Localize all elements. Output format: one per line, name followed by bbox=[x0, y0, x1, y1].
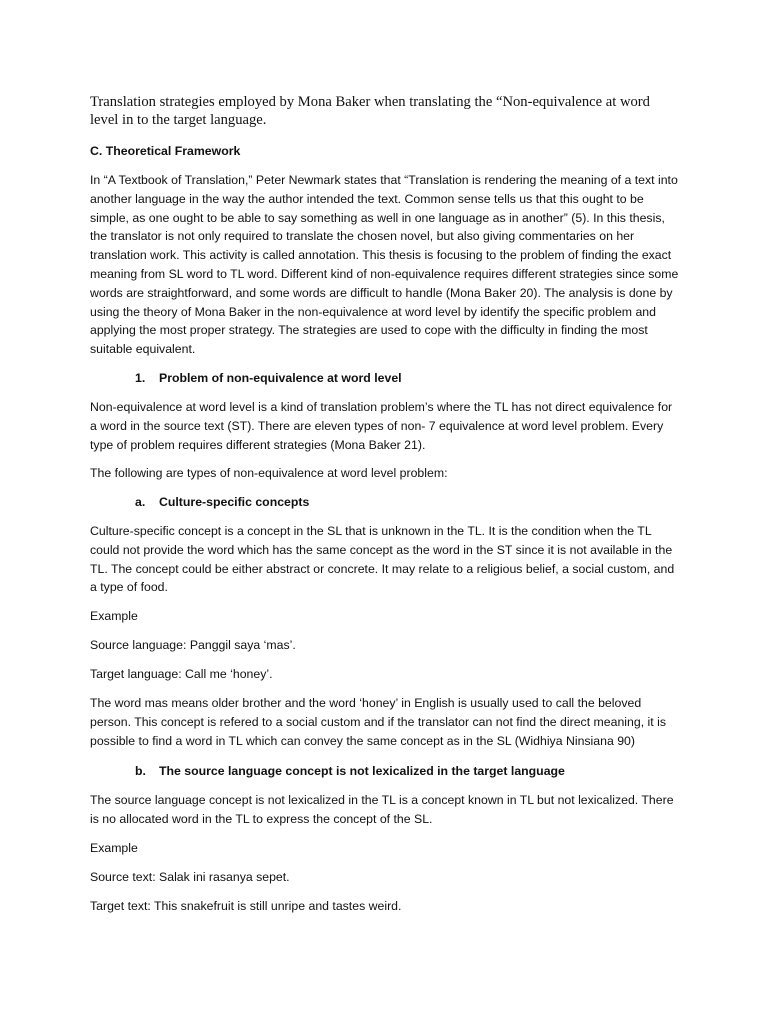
example-target-language: Target language: Call me ‘honey’. bbox=[90, 667, 273, 681]
heading-letter: b. bbox=[135, 764, 146, 778]
example-label: Example bbox=[90, 609, 138, 623]
paragraph-newmark: In “A Textbook of Translation,” Peter Newmark states that “Translation is rendering the meaning of a text into another language in the way the author intended the text. Common sense tells us that this ought to be simple, as one ought to be able to say something as well in one language as in another” (5). In this thesis, the translator is not only required to translate the chosen novel, but also giving commentaries on her translation work. This activity is called annotation. This thesis is focusing to the problem of finding the exact meaning from SL word to TL word. Different kind of non-equivalence requires different strategies since some words are straightforward, and some words are difficult to handle (Mona Baker 20). The analysis is done by using the theory of Mona Baker in the non-equivalence at word level by identify the specific problem and applying the most proper strategy. The strategies are used to cope with the difficulty in finding the most suitable equivalent. bbox=[90, 173, 679, 357]
example-source-text: Source text: Salak ini rasanya sepet. bbox=[90, 870, 290, 884]
heading-not-lexicalized bbox=[135, 762, 725, 781]
example-target-text: Target text: This snakefruit is still unripe and tastes weird. bbox=[90, 899, 402, 913]
heading-text: The source language concept is not lexicalized in the target language bbox=[159, 764, 565, 778]
heading-problem-non-equivalence bbox=[135, 369, 725, 388]
paragraph-culture-specific: Culture-specific concept is a concept in the SL that is unknown in the TL. It is the condition when the TL could not provide the word which has the same concept as the word in the ST since it is not available in the TL. The concept could be either abstract or concrete. It may relate to a religious belief, a social custom, and a type of food. bbox=[90, 524, 675, 595]
heading-culture-specific bbox=[135, 493, 725, 512]
section-heading: C. Theoretical Framework bbox=[90, 144, 241, 158]
heading-text: Problem of non-equivalence at word level bbox=[159, 371, 402, 385]
paragraph-non-equivalence-definition: Non-equivalence at word level is a kind of translation problem’s where the TL has not direct equivalence for a word in the source text (ST). There are eleven types of non- 7 equivalence at word level problem. Every type of problem requires different strategies (Mona Baker 21). bbox=[90, 400, 673, 452]
intro-text: Translation strategies employed by Mona Baker when translating the “Non-equivalence at word level in to the target language. bbox=[90, 94, 650, 128]
example-label: Example bbox=[90, 841, 138, 855]
heading-letter: a. bbox=[135, 495, 146, 509]
paragraph-types-intro: The following are types of non-equivalence at word level problem: bbox=[90, 466, 448, 480]
paragraph-not-lexicalized: The source language concept is not lexicalized in the TL is a concept known in TL but not lexicalized. There is no allocated word in the TL to express the concept of the SL. bbox=[90, 793, 674, 826]
paragraph-mas-explanation: The word mas means older brother and the word ‘honey’ in English is usually used to call the beloved person. This concept is refered to a social custom and if the translator can not find the direct meaning, it is possible to find a word in TL which can convey the same concept as in the SL (Widhiya Ninsiana 90) bbox=[90, 696, 666, 748]
heading-number: 1. bbox=[135, 371, 146, 385]
heading-text: Culture-specific concepts bbox=[159, 495, 310, 509]
example-source-language: Source language: Panggil saya ‘mas’. bbox=[90, 638, 296, 652]
